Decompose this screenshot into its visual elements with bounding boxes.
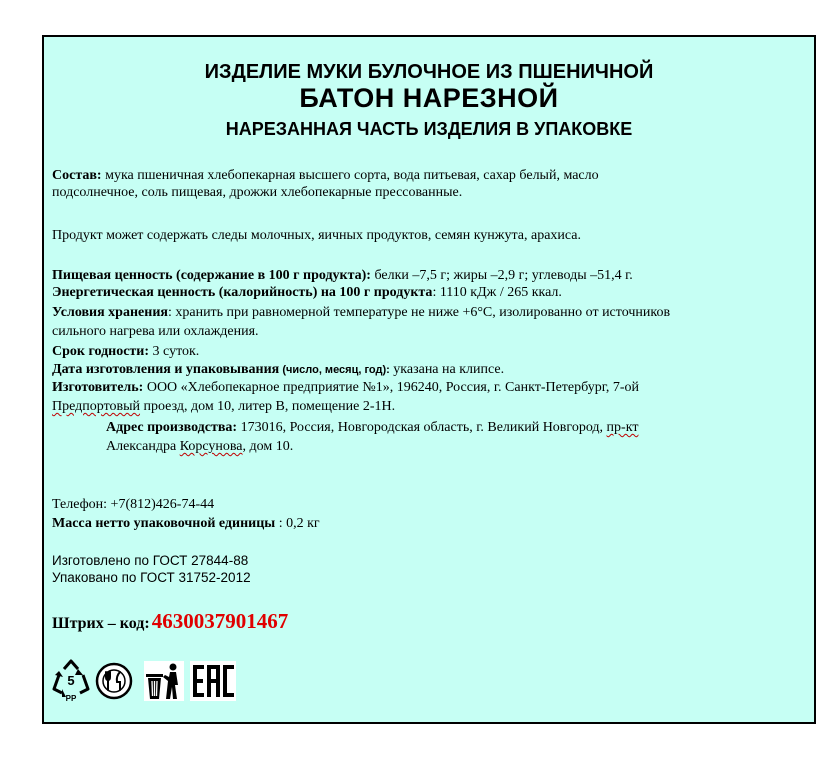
barcode-label: Штрих – код: — [52, 615, 150, 632]
recycle-pp-icon — [50, 659, 92, 703]
storage-line-2: сильного нагрева или охлаждения. — [52, 324, 259, 339]
production-address-text: 173016, Россия, Новгородская область, г. Великий Новгород, — [237, 420, 607, 435]
net-weight-label: Масса нетто упаковочной единицы — [52, 516, 276, 531]
manufacturer-text-2: проезд, дом 10, литер В, помещение 2-1Н. — [140, 399, 396, 414]
composition-text: мука пшеничная хлебопекарная высшего сорта, вода питьевая, сахар белый, масло — [101, 168, 599, 183]
storage-text: : хранить при равномерной температуре не ниже +6°С, изолированно от источников — [167, 305, 671, 320]
storage-line-1 — [52, 304, 670, 321]
shelf-life-text: 3 суток. — [149, 344, 200, 359]
gost-made-text: Изготовлено по ГОСТ 27844-88 — [52, 553, 249, 568]
manufacturer-street: Предпортовый — [52, 399, 141, 414]
product-label — [42, 35, 816, 724]
phone-text: Телефон: +7(812)426-74-44 — [52, 497, 215, 512]
production-date-text: указана на клипсе. — [389, 362, 505, 377]
production-date-line — [52, 361, 504, 379]
gost-packed-text: Упаковано по ГОСТ 31752-2012 — [52, 570, 251, 585]
product-subtitle: НАРЕЗАННАЯ ЧАСТЬ ИЗДЕЛИЯ В УПАКОВКЕ — [225, 119, 633, 139]
net-weight-value: : 0,2 кг — [275, 516, 320, 531]
manufacturer-text: ООО «Хлебопекарное предприятие №1», 196240, Россия, г. Санкт-Петербург, 7-ой — [143, 380, 640, 395]
tidy-man-bin-icon — [144, 661, 184, 701]
production-address-line-2 — [106, 438, 293, 455]
manufacturer-line-2 — [52, 398, 395, 415]
food-contact-icon — [94, 661, 134, 701]
barcode-line — [52, 609, 288, 634]
barcode-number: 4630037901467 — [151, 609, 289, 633]
recycle-number: 5 — [67, 673, 75, 688]
eac-icon — [190, 661, 236, 701]
production-address-abbr: пр-кт — [606, 420, 639, 435]
manufacturer-label: Изготовитель: — [52, 380, 144, 395]
allergens-text: Продукт может содержать следы молочных, яичных продуктов, семян кунжута, арахиса. — [52, 228, 581, 243]
production-address-house: , дом 10. — [242, 439, 294, 454]
composition-line-1 — [52, 167, 599, 184]
nutrition-text: белки –7,5 г; жиры –2,9 г; углеводы –51,4 г. — [370, 268, 633, 283]
product-category: ИЗДЕЛИЕ МУКИ БУЛОЧНОЕ ИЗ ПШЕНИЧНОЙ — [204, 61, 654, 83]
storage-label: Условия хранения — [52, 305, 168, 320]
net-weight-line — [52, 515, 320, 532]
shelf-life-label: Срок годности: — [52, 344, 150, 359]
nutrition-label: Пищевая ценность (содержание в 100 г продукта): — [52, 268, 371, 283]
energy-line — [52, 284, 562, 301]
production-address-surname: Корсунова — [179, 439, 243, 454]
energy-text: : 1110 кДж / 265 ккал. — [432, 285, 562, 300]
manufacturer-line-1 — [52, 379, 639, 396]
composition-label: Состав: — [52, 168, 102, 183]
production-address-line-1 — [106, 419, 638, 436]
composition-line-2: подсолнечное, соль пищевая, дрожжи хлебопекарные прессованные. — [52, 185, 463, 200]
product-name: БАТОН НАРЕЗНОЙ — [299, 83, 559, 113]
energy-label: Энергетическая ценность (калорийность) на 100 г продукта — [52, 285, 433, 300]
production-address-name: Александра — [106, 439, 180, 454]
shelf-life-line — [52, 343, 199, 360]
production-date-label: Дата изготовления и упаковывания — [52, 362, 280, 377]
nutrition-line — [52, 267, 633, 284]
production-date-format: (число, месяц, год): — [279, 364, 390, 376]
production-address-label: Адрес производства: — [106, 420, 238, 435]
recycle-code: PP — [65, 694, 77, 703]
